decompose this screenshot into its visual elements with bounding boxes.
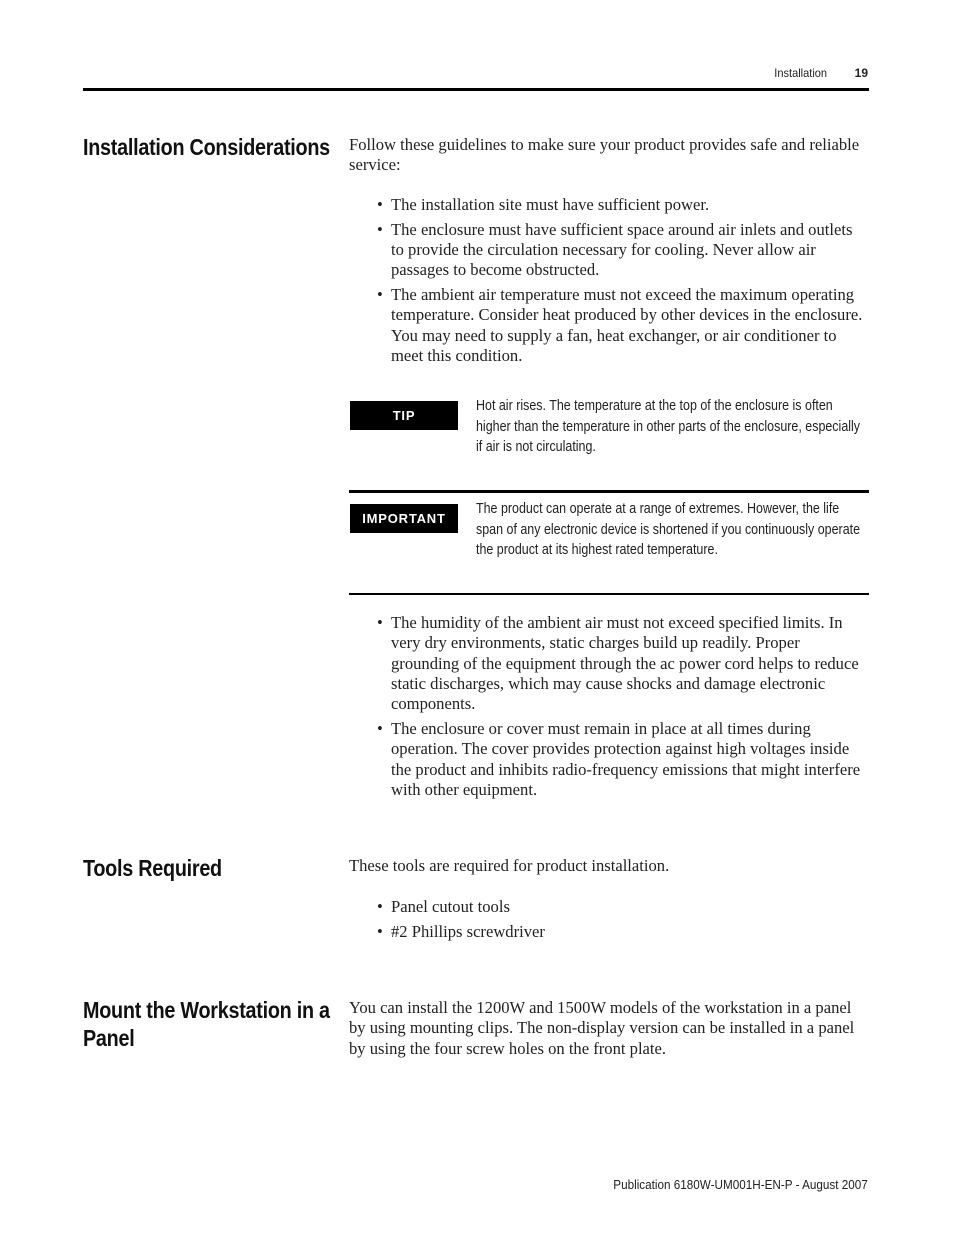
list-item: • #2 Phillips screwdriver xyxy=(377,921,545,941)
heading-mount-workstation: Mount the Workstation in a Panel xyxy=(83,997,330,1051)
header-section-title: Installation xyxy=(774,66,828,80)
bullet-icon: • xyxy=(377,219,383,239)
bullet-icon: • xyxy=(377,718,383,738)
header-rule xyxy=(83,88,869,91)
tools-intro xyxy=(349,856,869,876)
bullet-icon: • xyxy=(377,195,383,214)
tip-text: Hot air rises. The temperature at the top of the enclosure is often higher than the temperature in other parts of the enclosure, especially if air is not circulating. xyxy=(476,398,861,455)
list-item: • The installation site must have sufficient power. xyxy=(377,195,710,214)
installation-bullets-b xyxy=(377,613,869,805)
installation-intro xyxy=(349,135,869,176)
running-header xyxy=(772,66,868,80)
important-label: IMPORTANT xyxy=(350,504,458,533)
tools-intro-text: These tools are required for product installation. xyxy=(349,856,670,875)
installation-intro-text: Follow these guidelines to make sure your product provides safe and reliable service: xyxy=(349,135,860,175)
important-top-rule xyxy=(349,490,869,493)
tip-label: TIP xyxy=(350,401,458,430)
important-text: The product can operate at a range of extremes. However, the life span of any electronic device is shortened if you continuously operate the product at its highest rated temperature. xyxy=(476,501,861,558)
bullet-icon: • xyxy=(377,897,383,916)
list-item: • The ambient air temperature must not exceed the maximum operating temperature. Consider heat produced by other devices in the enclosure. You may need to supply a fan, heat exchanger, or air conditioner to meet this condition. xyxy=(377,285,863,366)
list-item: • The enclosure or cover must remain in place at all times during operation. The cover provides protection against high voltages inside the product and inhibits radio-frequency emissions that might interfere with other equipment. xyxy=(377,718,861,799)
mount-text: You can install the 1200W and 1500W models of the workstation in a panel by using mounting clips. The non-display version can be installed in a panel by using the four screw holes on the front plate. xyxy=(349,998,855,1058)
heading-tools-required: Tools Required xyxy=(83,855,222,881)
tools-bullets xyxy=(377,897,869,947)
list-item: • The humidity of the ambient air must not exceed specified limits. In very dry environments, static charges build up readily. Proper grounding of the equipment through the ac power cord helps to reduce static discharges, which may cause shocks and damage electronic components. xyxy=(377,613,859,714)
mount-body xyxy=(349,998,869,1059)
list-item: • Panel cutout tools xyxy=(377,897,510,916)
list-item: • The enclosure must have sufficient space around air inlets and outlets to provide the circulation necessary for cooling. Never allow air passages to become obstructed. xyxy=(377,219,853,280)
page-number: 19 xyxy=(854,66,868,80)
bullet-icon: • xyxy=(377,613,383,632)
important-bottom-rule xyxy=(349,593,869,595)
installation-bullets-a xyxy=(377,195,869,371)
bullet-icon: • xyxy=(377,921,383,941)
bullet-icon: • xyxy=(377,285,383,305)
publication-footer: Publication 6180W-UM001H-EN-P - August 2007 xyxy=(613,1177,868,1192)
heading-installation-considerations: Installation Considerations xyxy=(83,134,330,160)
